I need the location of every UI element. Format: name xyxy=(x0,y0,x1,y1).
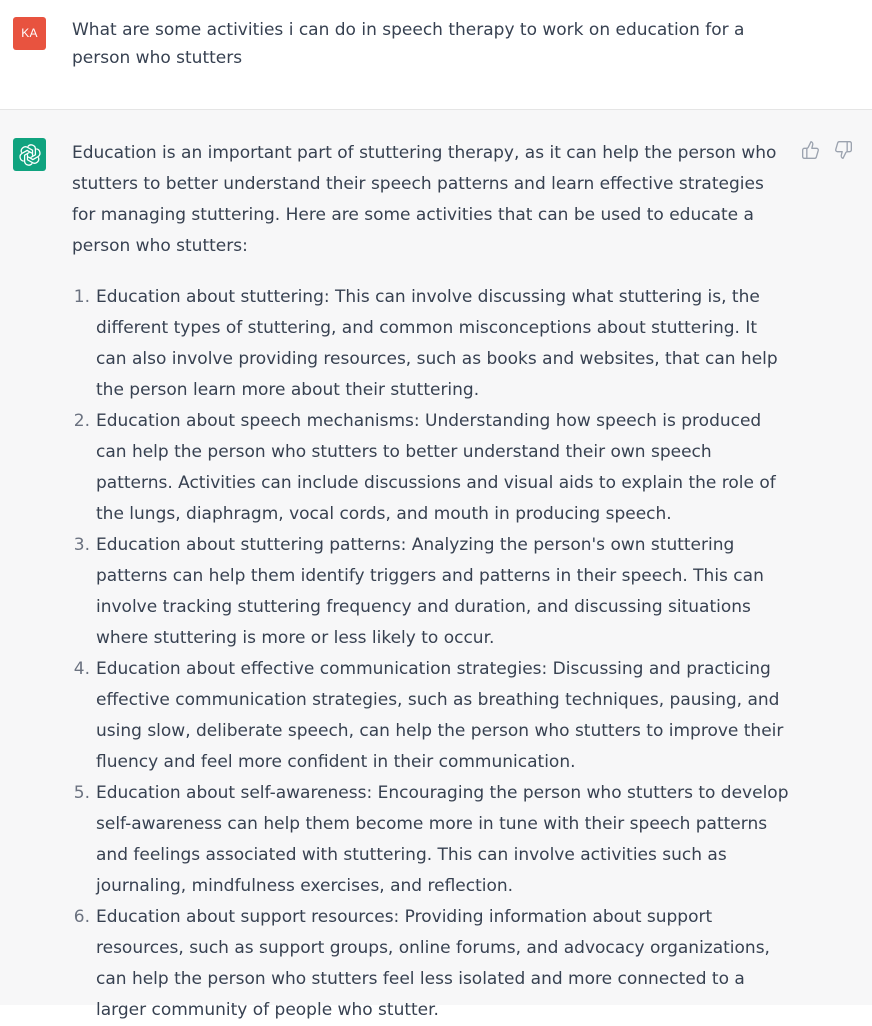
list-item-number: 5. xyxy=(73,783,90,803)
assistant-intro-text: Education is an important part of stuttering therapy, as it can help the person who stutters to better understand their speech patterns and learn effective strategies for managing stuttering. Here are some activities that can be used to educate a person who stutters: xyxy=(72,143,777,256)
openai-logo-icon xyxy=(18,143,42,167)
list-item xyxy=(73,282,792,406)
assistant-message-body xyxy=(72,138,792,1026)
list-item-text: Education about stuttering: This can involve discussing what stuttering is, the different types of stuttering, and common misconceptions about stuttering. It can also involve providing resources, such as books and websites, that can help the person learn more about their stuttering. xyxy=(96,287,778,400)
list-item-number: 6. xyxy=(73,907,90,927)
list-item-number: 1. xyxy=(73,287,90,307)
list-item-number: 4. xyxy=(73,659,90,679)
list-item-text: Education about speech mechanisms: Understanding how speech is produced can help the person who stutters to better understand their own speech patterns. Activities can include discussions and visual aids to explain the role of the lungs, diaphragm, vocal cords, and mouth in producing speech. xyxy=(96,411,776,524)
user-message-text: What are some activities i can do in speech therapy to work on education for a person who stutters xyxy=(72,20,745,68)
list-item xyxy=(73,406,792,530)
assistant-avatar xyxy=(13,138,46,171)
activity-list xyxy=(72,282,792,1026)
feedback-buttons xyxy=(801,140,853,160)
list-item-text: Education about self-awareness: Encouraging the person who stutters to develop self-awareness can help them become more in tune with their speech patterns and feelings associated with stuttering. This can involve activities such as journaling, mindfulness exercises, and reflection. xyxy=(96,783,789,896)
user-message-row xyxy=(0,0,872,110)
list-item xyxy=(73,530,792,654)
thumbs-down-button[interactable] xyxy=(833,140,853,160)
list-item-text: Education about effective communication strategies: Discussing and practicing effective communication strategies, such as breathing techniques, pausing, and using slow, deliberate speech, can help the person who stutters to improve their fluency and feel more confident in their communication. xyxy=(96,659,784,772)
list-item xyxy=(73,778,792,902)
list-item xyxy=(73,654,792,778)
user-avatar: KA xyxy=(13,17,46,50)
list-item-text: Education about stuttering patterns: Analyzing the person's own stuttering patterns can help them identify triggers and patterns in their speech. This can involve tracking stuttering frequency and duration, and discussing situations where stuttering is more or less likely to occur. xyxy=(96,535,764,648)
list-item-number: 2. xyxy=(73,411,90,431)
thumbs-up-icon xyxy=(801,140,821,160)
thumbs-down-icon xyxy=(833,140,853,160)
list-item xyxy=(73,902,792,1026)
assistant-message-row xyxy=(0,110,872,1020)
list-item-number: 3. xyxy=(73,535,90,555)
thumbs-up-button[interactable] xyxy=(801,140,821,160)
list-item-text: Education about support resources: Providing information about support resources, such as support groups, online forums, and advocacy organizations, can help the person who stutters feel less isolated and more connected to a larger community of people who stutter. xyxy=(96,907,770,1020)
